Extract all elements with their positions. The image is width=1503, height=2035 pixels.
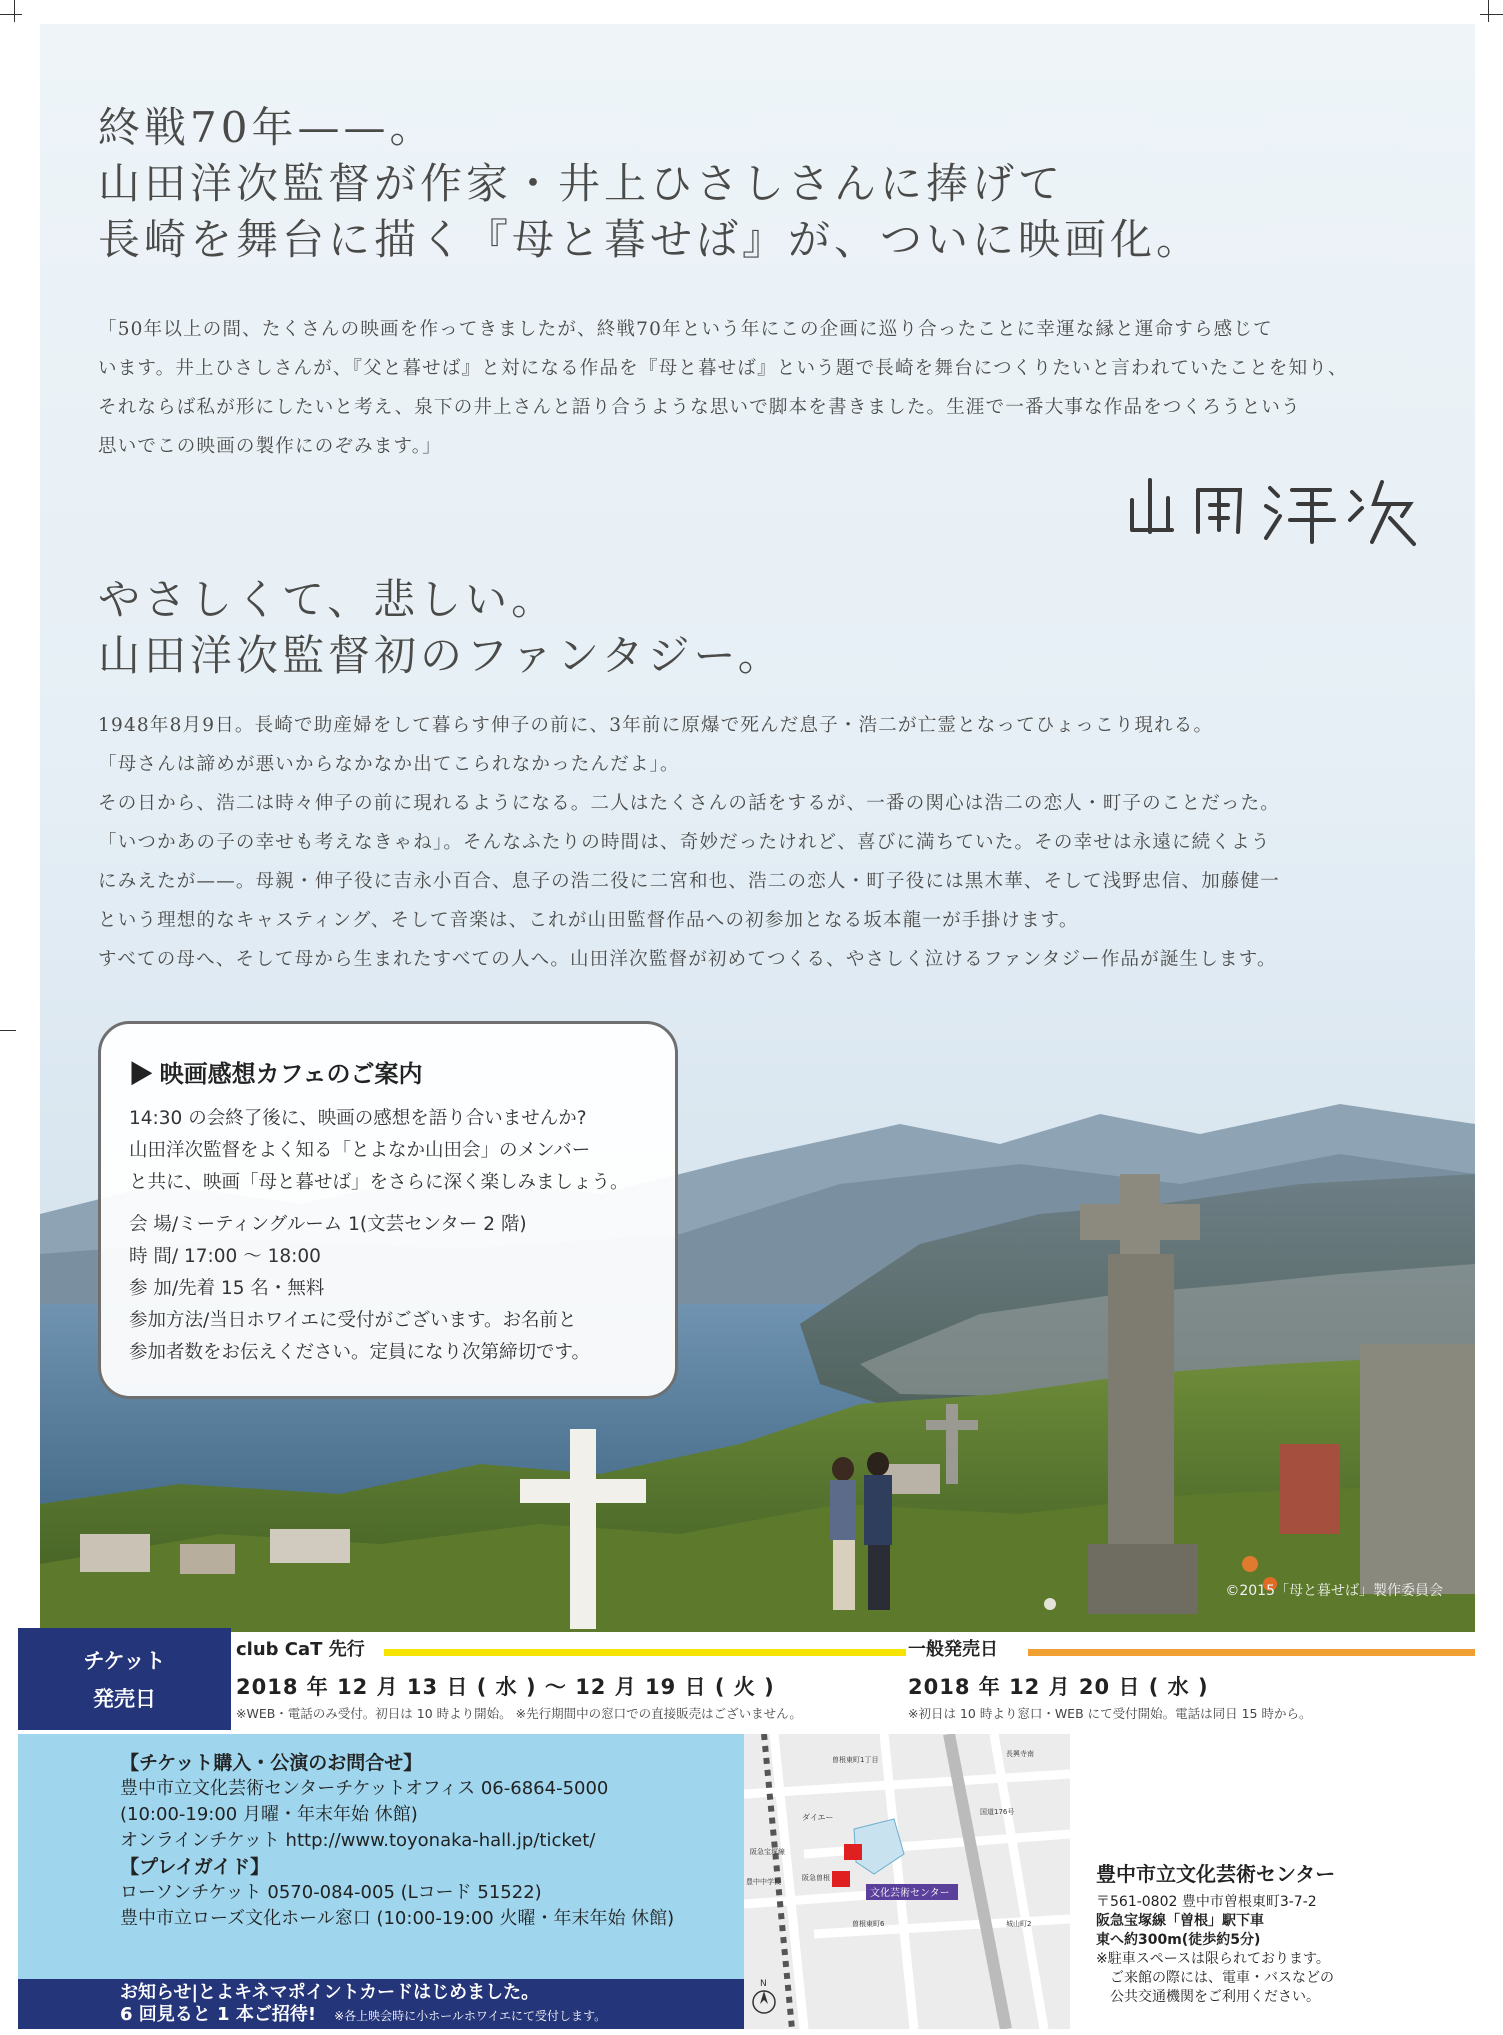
map-label: 国道176号 bbox=[980, 1808, 1015, 1816]
ticket-label-line: 発売日 bbox=[93, 1687, 156, 1711]
map-label: 城山町2 bbox=[1006, 1920, 1032, 1928]
venue-name: 豊中市立文化芸術センター bbox=[1096, 1862, 1336, 1886]
cafe-detail-line: 参加者数をお伝えください。定員になり次第締切です。 bbox=[129, 1342, 591, 1363]
map-label: 曽根東町6 bbox=[852, 1920, 885, 1928]
headline-line: 終戦70年——。 bbox=[98, 103, 436, 152]
crop-mark bbox=[0, 14, 22, 15]
map-label-venue: 文化芸術センター bbox=[870, 1888, 950, 1899]
map-label: ダイエー bbox=[802, 1813, 834, 1822]
venue-address: 〒561-0802 豊中市曽根東町3-7-2 bbox=[1096, 1894, 1317, 1910]
venue-note: 公共交通機関をご利用ください。 bbox=[1096, 1989, 1320, 2005]
quote-line: います。井上ひさしさんが、『父と暮せば』と対になる作品を『母と暮せば』という題で長崎を舞台につくりたいと言われていたことを知り、 bbox=[98, 358, 1348, 379]
synopsis bbox=[98, 706, 1280, 979]
club-cat-note: ※WEB・電話のみ受付。初日は 10 時より開始。 ※先行期間中の窓口での直接販売はございません。 bbox=[236, 1706, 802, 1721]
crop-mark bbox=[1480, 14, 1503, 15]
cafe-detail-line: 会 場/ミーティングルーム 1(文芸センター 2 階) bbox=[129, 1214, 527, 1235]
general-sale-heading: 一般発売日 bbox=[908, 1639, 998, 1660]
ticket-info-box bbox=[18, 1734, 744, 1979]
map-label: 豊中中学校 bbox=[746, 1878, 781, 1886]
cafe-intro-line: と共に、映画「母と暮せば」をさらに深く楽しみましょう。 bbox=[129, 1172, 629, 1193]
club-cat-heading: club CaT 先行 bbox=[236, 1639, 365, 1660]
ticket-label-line: チケット bbox=[83, 1649, 166, 1673]
synopsis-line: 「いつかあの子の幸せも考えなきゃね」。そんなふたりの時間は、奇妙だったけれど、喜びに満ちていた。その幸せは永遠に続くよう bbox=[98, 832, 1271, 853]
news-banner bbox=[18, 1979, 744, 2029]
cafe-intro-line: 山田洋次監督をよく知る「とよなか山田会」のメンバー bbox=[129, 1140, 591, 1161]
quote-line: 思いでこの映画の製作にのぞみます。」 bbox=[98, 436, 442, 457]
map-label: 長興寺南 bbox=[1006, 1750, 1034, 1758]
map-label: 阪急曽根 bbox=[802, 1874, 830, 1882]
online-ticket-link[interactable]: オンラインチケット http://www.toyonaka-hall.jp/ticket/ bbox=[120, 1830, 596, 1851]
synopsis-line: その日から、浩二は時々伸子の前に現れるようになる。二人はたくさんの話をするが、一番の関心は浩二の恋人・町子のことだった。 bbox=[98, 793, 1281, 814]
info-heading: 【チケット購入・公演のお問合せ】 bbox=[120, 1752, 423, 1774]
venue-access: 東へ約300m(徒歩約5分) bbox=[1096, 1932, 1261, 1948]
cafe-title: ▶ 映画感想カフェのご案内 bbox=[129, 1061, 423, 1088]
director-signature bbox=[1120, 460, 1420, 550]
news-note: ※各上映会時に小ホールホワイエにて受付します。 bbox=[334, 2009, 607, 2023]
spacer bbox=[129, 1199, 649, 1209]
movie-cafe-box bbox=[98, 1021, 678, 1399]
club-cat-date: 2018 年 12 月 13 日 ( 水 ) 〜 12 月 19 日 ( 火 ) bbox=[236, 1675, 775, 1699]
cafe-detail-line: 時 間/ 17:00 〜 18:00 bbox=[129, 1246, 321, 1267]
director-quote bbox=[98, 310, 1348, 466]
synopsis-line: という理想的なキャスティング、そして音楽は、これが山田監督作品への初参加となる坂本龍一が手掛けます。 bbox=[98, 910, 1079, 931]
headline-line: 長崎を舞台に描く『母と暮せば』が、ついに映画化。 bbox=[98, 215, 1203, 264]
news-line-2 bbox=[120, 2004, 744, 2027]
general-sale-date: 2018 年 12 月 20 日 ( 水 ) bbox=[908, 1675, 1209, 1699]
info-heading: 【プレイガイド】 bbox=[120, 1856, 270, 1878]
north-label: N bbox=[760, 1979, 767, 1989]
news-promo: 6 回見ると 1 本ご招待! bbox=[120, 2004, 317, 2025]
general-sale-bar bbox=[1028, 1649, 1475, 1656]
general-sale-note: ※初日は 10 時より窓口・WEB にて受付開始。電話は同日 15 時から。 bbox=[908, 1706, 1312, 1721]
club-cat-bar bbox=[384, 1649, 906, 1656]
info-line: 豊中市立文化芸術センターチケットオフィス 06-6864-5000 bbox=[120, 1778, 609, 1799]
synopsis-line: 「母さんは諦めが悪いからなかなか出てこられなかったんだよ」。 bbox=[98, 754, 680, 775]
venue-info bbox=[1096, 1858, 1335, 2007]
map-label: 阪急宝塚線 bbox=[750, 1848, 785, 1856]
headline-2 bbox=[98, 572, 784, 684]
crop-mark bbox=[14, 0, 15, 22]
headline-1 bbox=[98, 100, 1202, 268]
map-label: 曽根東町1丁目 bbox=[832, 1756, 879, 1764]
headline-line: 山田洋次監督が作家・井上ひさしさんに捧げて bbox=[98, 159, 1065, 208]
headline-line: 山田洋次監督初のファンタジー。 bbox=[98, 631, 784, 680]
info-line: (10:00-19:00 月曜・年末年始 休館) bbox=[120, 1804, 418, 1825]
quote-line: 「50年以上の間、たくさんの映画を作ってきましたが、終戦70年という年にこの企画に巡り合ったことに幸運な縁と運命すら感じて bbox=[98, 319, 1273, 340]
venue-note: ご来館の際には、電車・バスなどの bbox=[1096, 1970, 1334, 1986]
synopsis-line: 1948年8月9日。長崎で助産婦をして暮らす伸子の前に、3年前に原爆で死んだ息子・浩二が亡霊となってひょっこり現れる。 bbox=[98, 715, 1214, 736]
info-line: ローソンチケット 0570-084-005 (Lコード 51522) bbox=[120, 1882, 542, 1903]
news-line: お知らせ|とよキネマポイントカードはじめました。 bbox=[120, 1982, 540, 2003]
synopsis-line: にみえたが——。母親・伸子役に吉永小百合、息子の浩二役に二宮和也、浩二の恋人・町子役には黒木華、そして浅野忠信、加藤健一 bbox=[98, 871, 1281, 892]
access-map bbox=[744, 1734, 1070, 2029]
venue-note: ※駐車スペースは限られております。 bbox=[1096, 1951, 1330, 1967]
synopsis-line: すべての母へ、そして母から生まれたすべての人へ。山田洋次監督が初めてつくる、やさしく泣けるファンタジー作品が誕生します。 bbox=[98, 949, 1277, 970]
cafe-detail-line: 参 加/先着 15 名・無料 bbox=[129, 1278, 325, 1299]
crop-mark bbox=[0, 1030, 16, 1031]
crop-mark bbox=[1488, 0, 1489, 22]
quote-line: それならば私が形にしたいと考え、泉下の井上さんと語り合うような思いで脚本を書きました。生涯で一番大事な作品をつくろうという bbox=[98, 397, 1301, 418]
copyright-credit: ©2015「母と暮せば」製作委員会 bbox=[1225, 1583, 1443, 1599]
cafe-detail-line: 参加方法/当日ホワイエに受付がございます。お名前と bbox=[129, 1310, 577, 1331]
info-line: 豊中市立ローズ文化ホール窓口 (10:00-19:00 火曜・年末年始 休館) bbox=[120, 1908, 675, 1929]
headline-line: やさしくて、悲しい。 bbox=[98, 575, 558, 624]
venue-access: 阪急宝塚線「曽根」駅下車 bbox=[1096, 1913, 1264, 1929]
ticket-release-label bbox=[18, 1628, 231, 1730]
cafe-intro-line: 14:30 の会終了後に、映画の感想を語り合いませんか? bbox=[129, 1108, 587, 1129]
